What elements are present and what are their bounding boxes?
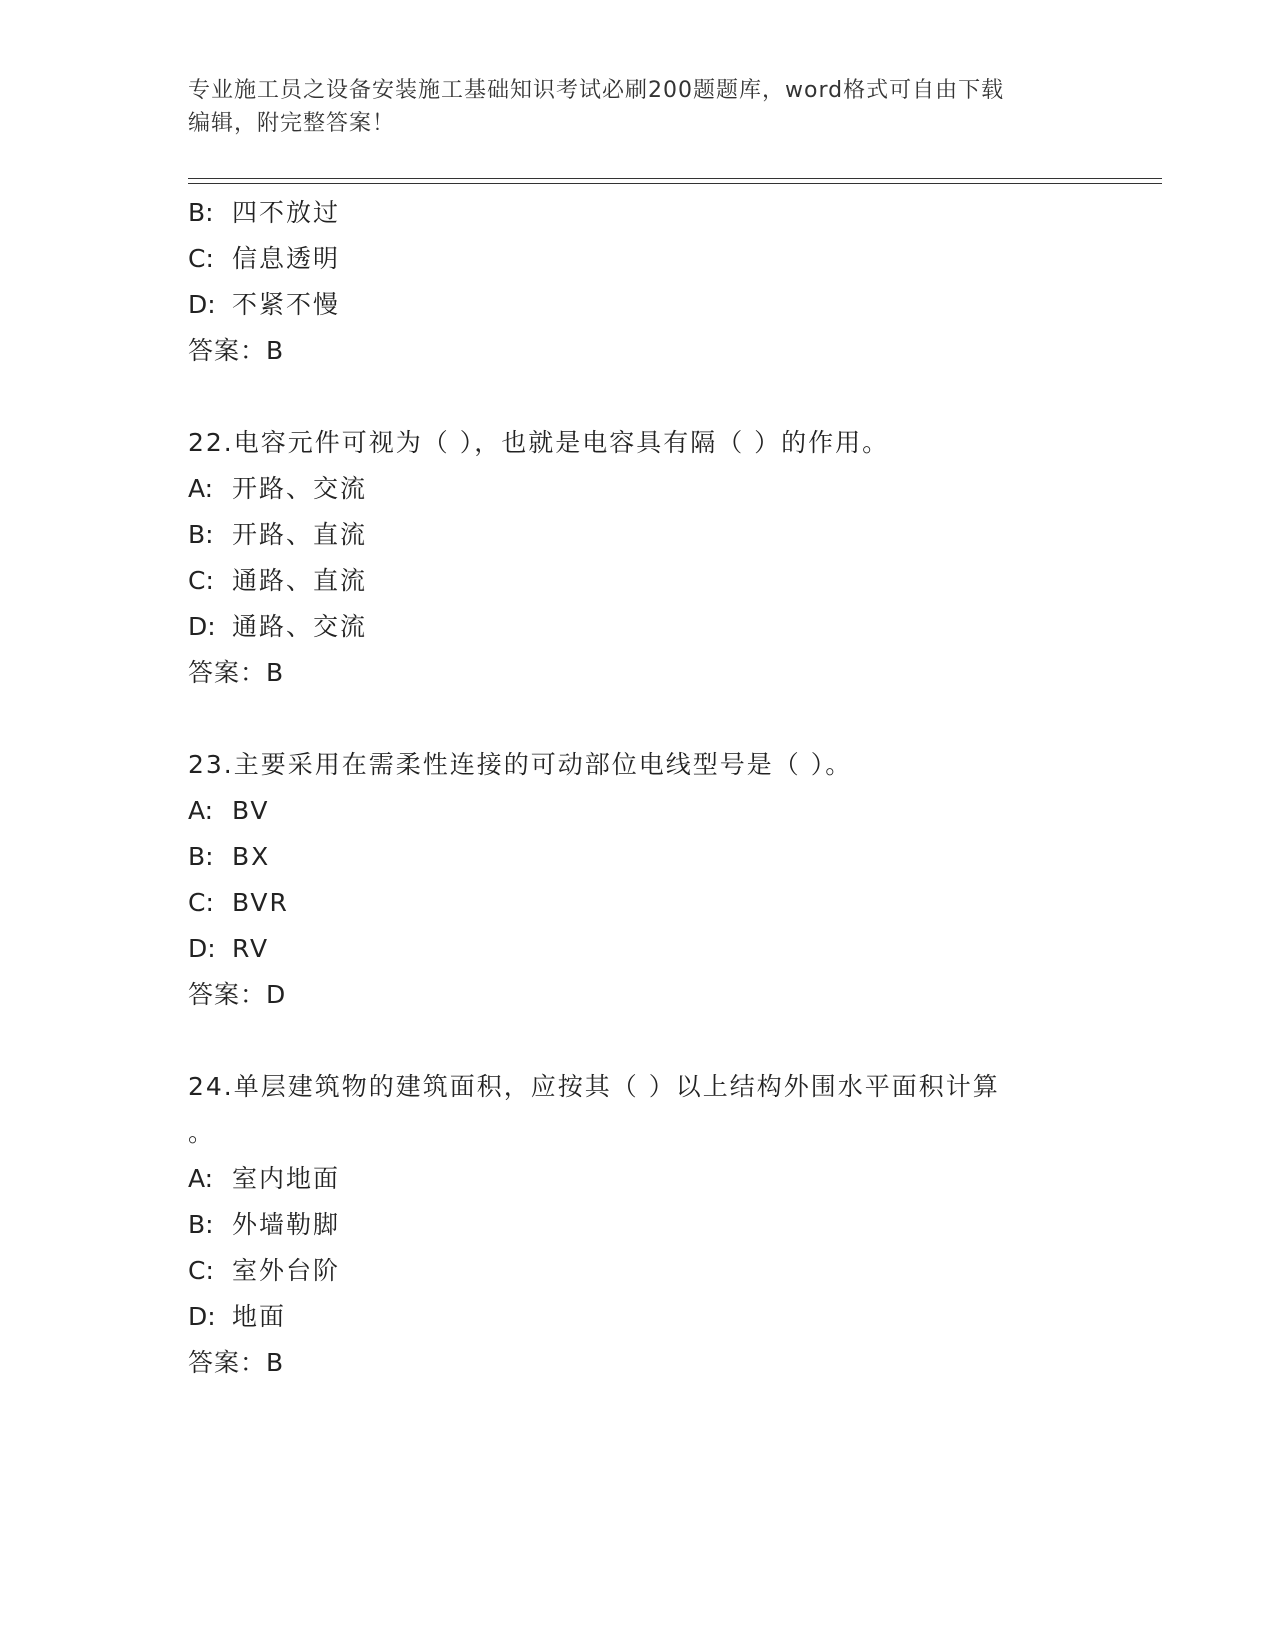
option-text: 开路、交流 bbox=[232, 474, 368, 503]
option-letter: B: bbox=[188, 1210, 214, 1239]
answer-line: 答案：D bbox=[188, 980, 287, 1009]
option-d bbox=[188, 282, 1088, 328]
option-letter: D: bbox=[188, 612, 216, 641]
option-text: 室外台阶 bbox=[232, 1256, 341, 1285]
option-letter: C: bbox=[188, 566, 214, 595]
option-text: 外墙勒脚 bbox=[232, 1210, 341, 1239]
option-text: BV bbox=[232, 796, 270, 825]
option-letter: D: bbox=[188, 934, 216, 963]
option-b bbox=[188, 512, 1088, 558]
option-a bbox=[188, 466, 1088, 512]
option-text: 通路、交流 bbox=[232, 612, 368, 641]
header-divider-top bbox=[188, 178, 1162, 179]
option-text: 开路、直流 bbox=[232, 520, 368, 549]
header-divider-bottom bbox=[188, 183, 1162, 184]
option-c bbox=[188, 558, 1088, 604]
spacer bbox=[188, 374, 1088, 420]
option-b bbox=[188, 1202, 1088, 1248]
option-text: 四不放过 bbox=[232, 198, 341, 227]
option-letter: A: bbox=[188, 474, 214, 503]
option-letter: C: bbox=[188, 888, 214, 917]
option-letter: D: bbox=[188, 1302, 216, 1331]
answer-line: 答案：B bbox=[188, 1348, 285, 1377]
option-text: BX bbox=[232, 842, 271, 871]
option-letter: C: bbox=[188, 1256, 214, 1285]
option-letter: A: bbox=[188, 1164, 214, 1193]
spacer bbox=[188, 1018, 1088, 1064]
header-title-line1: 专业施工员之设备安装施工基础知识考试必刷200题题库，word格式可自由下载 bbox=[188, 78, 1005, 103]
option-d bbox=[188, 1294, 1088, 1340]
option-b bbox=[188, 834, 1088, 880]
spacer bbox=[188, 696, 1088, 742]
answer-line: 答案：B bbox=[188, 658, 285, 687]
option-letter: C: bbox=[188, 244, 214, 273]
option-c bbox=[188, 880, 1088, 926]
option-text: BVR bbox=[232, 888, 289, 917]
option-c bbox=[188, 1248, 1088, 1294]
option-c bbox=[188, 236, 1088, 282]
option-text: 信息透明 bbox=[232, 244, 341, 273]
option-letter: B: bbox=[188, 520, 214, 549]
question-23 bbox=[188, 742, 1088, 1018]
option-text: 室内地面 bbox=[232, 1164, 341, 1193]
question-text: 22.电容元件可视为（ ），也就是电容具有隔（ ）的作用。 bbox=[188, 428, 890, 457]
header-title-line2: 编辑，附完整答案！ bbox=[188, 111, 396, 136]
option-d bbox=[188, 926, 1088, 972]
question-text: 23.主要采用在需柔性连接的可动部位电线型号是（ ）。 bbox=[188, 750, 853, 779]
option-b bbox=[188, 190, 1088, 236]
question-24 bbox=[188, 1064, 1088, 1386]
question-text-line2: 。 bbox=[188, 1118, 216, 1147]
answer-line: 答案：B bbox=[188, 336, 285, 365]
option-a bbox=[188, 788, 1088, 834]
option-text: 不紧不慢 bbox=[232, 290, 341, 319]
option-a bbox=[188, 1156, 1088, 1202]
option-letter: B: bbox=[188, 842, 214, 871]
document-header bbox=[188, 74, 1088, 140]
option-d bbox=[188, 604, 1088, 650]
question-text-line1: 24.单层建筑物的建筑面积，应按其（ ）以上结构外围水平面积计算 bbox=[188, 1072, 1000, 1101]
question-22 bbox=[188, 420, 1088, 696]
option-letter: D: bbox=[188, 290, 216, 319]
option-letter: B: bbox=[188, 198, 214, 227]
option-text: 通路、直流 bbox=[232, 566, 368, 595]
option-text: 地面 bbox=[232, 1302, 287, 1331]
question-content bbox=[188, 190, 1088, 1386]
question-21-options bbox=[188, 190, 1088, 374]
option-text: RV bbox=[232, 934, 270, 963]
option-letter: A: bbox=[188, 796, 214, 825]
